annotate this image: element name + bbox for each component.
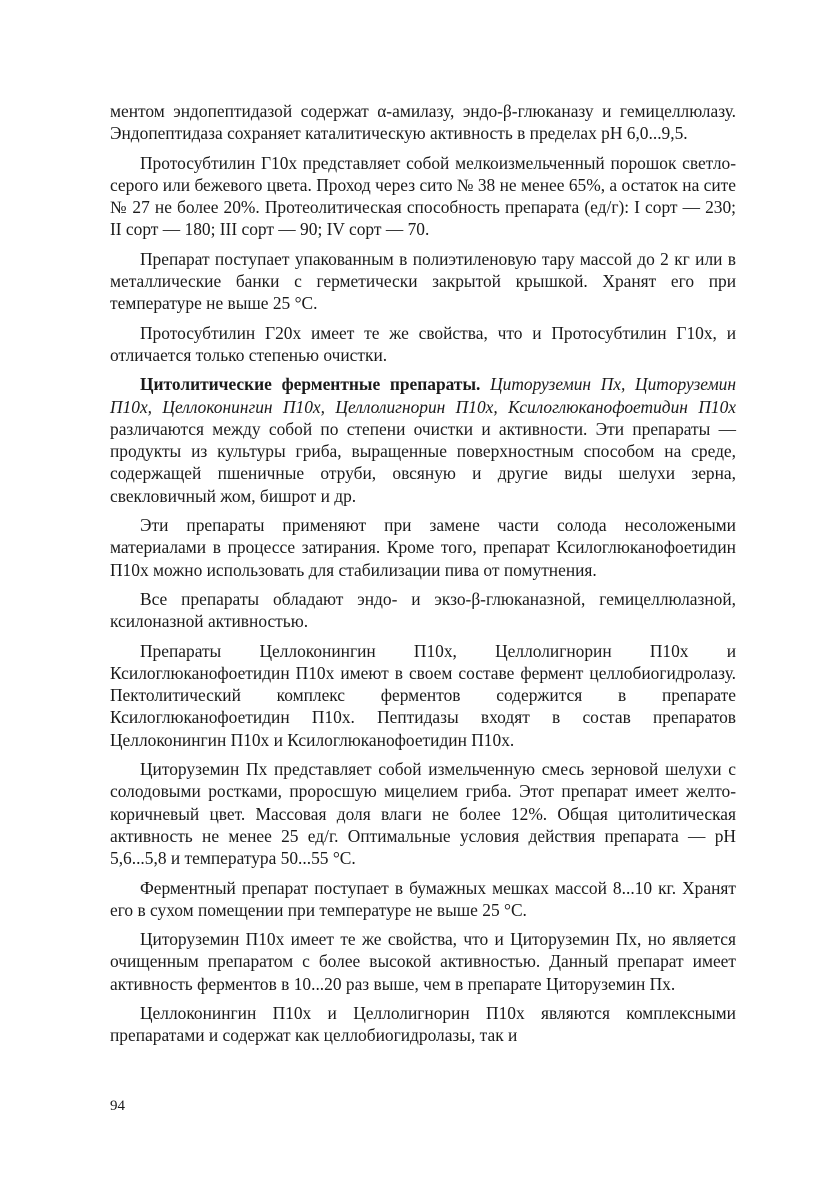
paragraph-9: Циторуземин Пх представляет собой измельченную смесь зерновой шелухи с солодовыми ростками, проросшую мицелием гриба. Этот препарат имеет желто-коричневый цвет. Массовая доля влаги не более 12%. Общая цитолитическая активность не менее 25 ед/г. Оптимальные условия действия препарата — pH 5,6...5,8 и температура 50...55 °С. [110, 759, 736, 869]
paragraph-4: Протосубтилин Г20х имеет те же свойства, что и Протосубтилин Г10х, и отличается только степенью очистки. [110, 322, 736, 365]
page-body [110, 100, 736, 1054]
paragraph-1: ментом эндопептидазой содержат α-амилазу, эндо-β-глюканазу и гемицеллюлазу. Эндопептидаза сохраняет каталитическую активность в пределах pH 6,0...9,5. [110, 101, 736, 144]
paragraph-3: Препарат поступает упакованным в полиэтиленовую тару массой до 2 кг или в металлические банки с герметически закрытой крышкой. Хранят его при температуре не выше 25 °С. [110, 248, 736, 314]
section-heading: Цитолитические ферментные препараты. [140, 374, 481, 395]
paragraph-12: Целлоконингин П10х и Целлолигнорин П10х являются комплексными препаратами и содержат как целлобиогидролазы, так и [110, 1002, 736, 1046]
paragraph-5 [110, 373, 736, 507]
paragraph-8: Препараты Целлоконингин П10х, Целлолигнорин П10х и Ксилоглюканофоетидин П10х имеют в своем составе фермент целлобиогидролазу. Пектолитический комплекс ферментов содержится в препарате Ксилоглюканофоетидин П10х. Пептидазы входят в состав препаратов Целлоконингин П10х и Ксилоглюканофоетидин П10х. [110, 640, 736, 750]
paragraph-11: Циторуземин П10х имеет те же свойства, что и Циторуземин Пх, но является очищенным препаратом с более высокой активностью. Данный препарат имеет активность ферментов в 10...20 раз выше, чем в препарате Циторуземин Пх. [110, 929, 736, 994]
paragraph-10: Ферментный препарат поступает в бумажных мешках массой 8...10 кг. Хранят его в сухом помещении при температуре не выше 25 °С. [110, 877, 736, 920]
paragraph-6: Эти препараты применяют при замене части солода несоложеными материалами в процессе затирания. Кроме того, препарат Ксилоглюканофоетидин П10х можно использовать для стабилизации пива от помутнения. [110, 515, 736, 580]
paragraph-2: Протосубтилин Г10х представляет собой мелкоизмельченный порошок светло-серого или бежевого цвета. Проход через сито № 38 не менее 65%, а остаток на сите № 27 не более 20%. Протеолитическая способность препарата (ед/г): I сорт — 230; II сорт — 180; III сорт — 90; IV сорт — 70. [110, 152, 736, 240]
paragraph-7: Все препараты обладают эндо- и экзо-β-глюканазной, гемицеллюлазной, ксилоназной активностью. [110, 588, 736, 632]
page-number: 94 [110, 1098, 125, 1114]
paragraph-5-text: различаются между собой по степени очистки и активности. Эти препараты — продукты из культуры гриба, выращенные поверхностным способом на среде, содержащей пшеничные отруби, овсяную и другие виды шелухи зерна, свекловичный жом, бишрот и др. [110, 418, 736, 506]
preparation-names: Циторуземин Пх, Циторуземин П10х, Целлоконингин П10х, Целлолигнорин П10х, Ксилоглюканофоетидин П10х [110, 374, 736, 417]
